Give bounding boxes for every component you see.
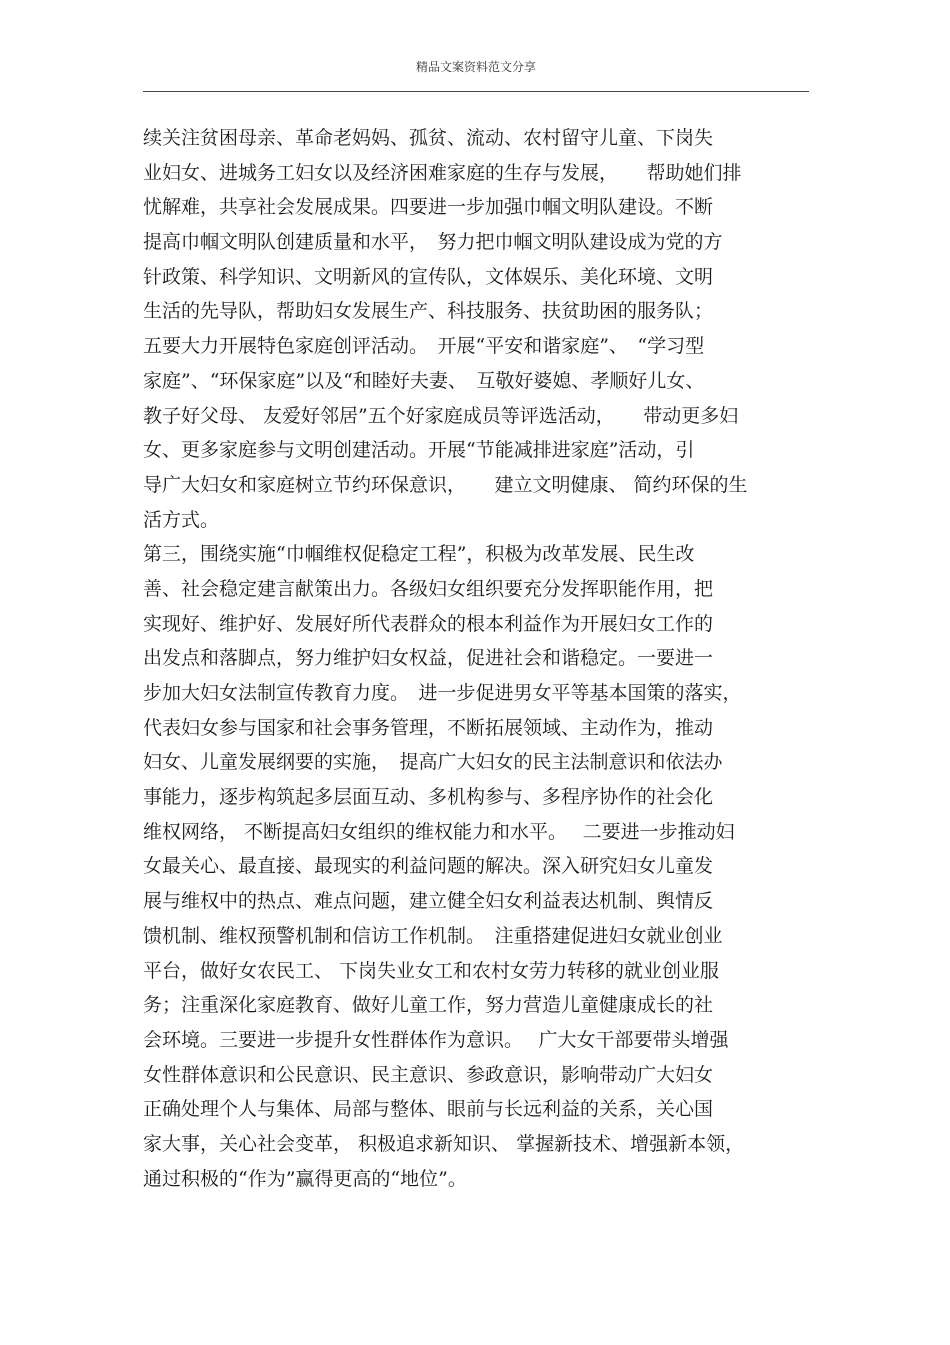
text-line: 针政策、科学知识、文明新风的宣传队，文体娱乐、美化环境、文明	[143, 265, 714, 288]
text-line: 事能力，逐步构筑起多层面互动、多机构参与、多程序协作的社会化	[143, 786, 714, 809]
header-divider	[143, 91, 809, 92]
text-line: 教子好父母、 友爱好邻居”五个好家庭成员等评选活动， 带动更多妇	[143, 404, 739, 427]
text-line: 导广大妇女和家庭树立节约环保意识， 建立文明健康、 简约环保的生	[143, 473, 748, 496]
text-line: 务；注重深化家庭教育、做好儿童工作，努力营造儿童健康成长的社	[143, 994, 714, 1017]
text-line: 女、更多家庭参与文明创建活动。开展“节能减排进家庭”活动，引	[143, 439, 695, 462]
text-line: 通过积极的“作为”赢得更高的“地位”。	[143, 1167, 467, 1190]
page-header	[143, 0, 809, 92]
text-line: 家大事，关心社会变革， 积极追求新知识、 掌握新技术、增强新本领，	[143, 1132, 745, 1155]
text-line: 第三，围绕实施“巾帼维权促稳定工程”，积极为改革发展、民生改	[143, 543, 695, 566]
document-body	[143, 121, 813, 1196]
text-line: 活方式。	[143, 508, 220, 531]
text-line: 生活的先导队，帮助妇女发展生产、科技服务、扶贫助困的服务队；	[143, 300, 714, 323]
header-title: 精品文案资料范文分享	[415, 60, 536, 74]
text-line: 正确处理个人与集体、局部与整体、眼前与长远利益的关系，关心国	[143, 1098, 714, 1121]
text-line: 忧解难，共享社会发展成果。四要进一步加强巾帼文明队建设。不断	[143, 196, 714, 219]
text-line: 实现好、维护好、发展好所代表群众的根本利益作为开展妇女工作的	[143, 612, 714, 635]
text-line: 提高巾帼文明队创建质量和水平， 努力把巾帼文明队建设成为党的方	[143, 231, 723, 254]
text-line: 续关注贫困母亲、革命老妈妈、孤贫、流动、农村留守儿童、下岗失	[143, 127, 714, 149]
text-line: 步加大妇女法制宣传教育力度。 进一步促进男女平等基本国策的落实，	[143, 682, 742, 704]
text-line: 女性群体意识和公民意识、民主意识、参政意识，影响带动广大妇女	[143, 1063, 714, 1086]
text-line: 妇女、儿童发展纲要的实施， 提高广大妇女的民主法制意识和依法办	[143, 751, 723, 774]
text-line: 展与维权中的热点、难点问题，建立健全妇女利益表达机制、舆情反	[143, 890, 714, 913]
text-line: 女最关心、最直接、最现实的利益问题的解决。深入研究妇女儿童发	[143, 855, 714, 878]
text-line: 出发点和落脚点，努力维护妇女权益，促进社会和谐稳定。一要进一	[143, 647, 714, 670]
text-line: 家庭”、“环保家庭”以及“和睦好夫妻、 互敬好婆媳、孝顺好儿女、	[143, 369, 705, 392]
text-line: 五要大力开展特色家庭创评活动。 开展“平安和谐家庭”、 “学习型	[143, 335, 705, 358]
text-line: 平台，做好女农民工、 下岗失业女工和农村女劳力转移的就业创业服	[143, 959, 720, 982]
text-line: 馈机制、维权预警机制和信访工作机制。 注重搭建促进妇女就业创业	[143, 924, 723, 947]
text-line: 维权网络， 不断提高妇女组织的维权能力和水平。 二要进一步推动妇	[143, 820, 735, 843]
text-line: 业妇女、进城务工妇女以及经济困难家庭的生存与发展， 帮助她们排	[143, 161, 742, 184]
text-line: 善、社会稳定建言献策出力。各级妇女组织要充分发挥职能作用，把	[143, 577, 714, 600]
text-line: 代表妇女参与国家和社会事务管理，不断拓展领域、主动作为，推动	[143, 716, 714, 739]
text-line: 会环境。三要进一步提升女性群体作为意识。 广大女干部要带头增强	[143, 1028, 729, 1051]
